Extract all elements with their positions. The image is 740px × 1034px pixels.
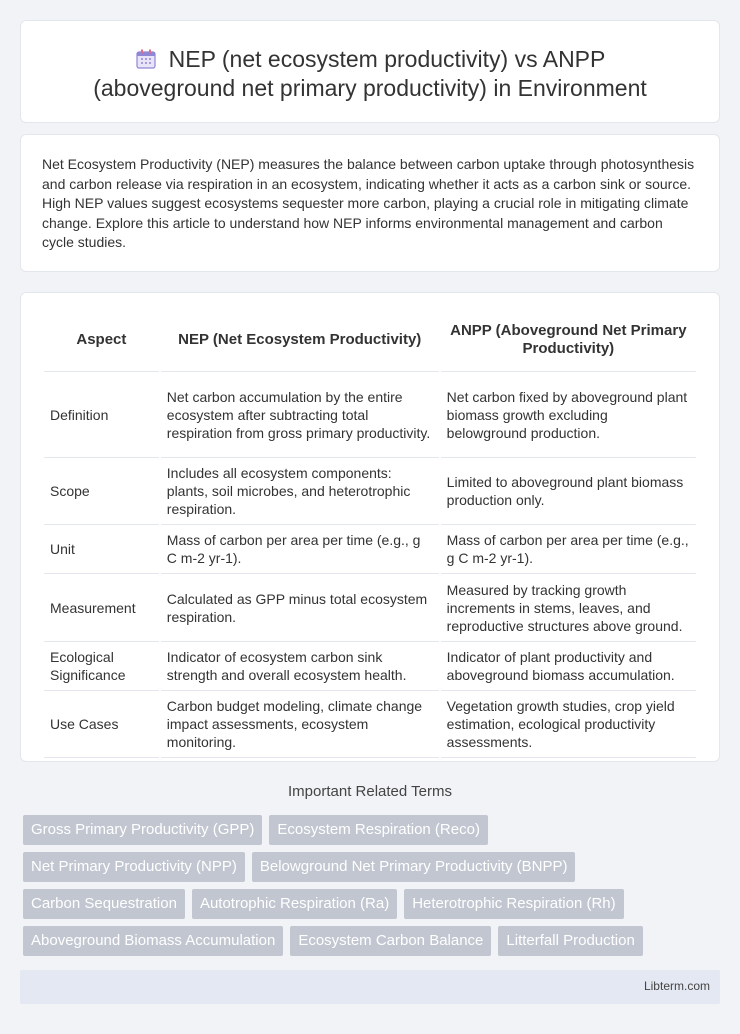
table-row — [44, 691, 696, 758]
row-aspect: Unit — [44, 525, 159, 574]
tag-row — [23, 815, 713, 845]
title-card — [20, 20, 720, 123]
row-anpp: Mass of carbon per area per time (e.g., g C m-2 yr-1). — [441, 525, 696, 574]
table-row — [44, 525, 696, 574]
intro-card — [20, 134, 720, 272]
calendar-icon — [135, 48, 157, 70]
comparison-table — [42, 308, 698, 758]
tag-link[interactable]: Belowground Net Primary Productivity (BNPP) — [252, 852, 576, 882]
row-nep: Calculated as GPP minus total ecosystem respiration. — [161, 574, 439, 642]
tag-link[interactable]: Heterotrophic Respiration (Rh) — [404, 889, 623, 919]
table-row — [44, 458, 696, 525]
intro-paragraph: Net Ecosystem Productivity (NEP) measures the balance between carbon uptake through photosynthesis and carbon release via respiration in an ecosystem, indicating whether it acts as a carbon sink or source. High NEP values suggest ecosystems sequester more carbon, playing a crucial role in mitigating climate change. Explore this article to understand how NEP informs environmental management and carbon cycle studies. — [42, 156, 695, 251]
tag-link[interactable]: Litterfall Production — [498, 926, 642, 956]
row-nep: Net carbon accumulation by the entire ecosystem after subtracting total respiration from gross primary productivity. — [161, 372, 439, 458]
row-aspect: Definition — [44, 372, 159, 458]
header-aspect: Aspect — [44, 308, 159, 372]
footer-site-link[interactable]: Libterm.com — [643, 979, 710, 993]
title-line-1: NEP (net ecosystem productivity) vs ANPP — [168, 46, 606, 72]
row-nep: Carbon budget modeling, climate change impact assessments, ecosystem monitoring. — [161, 691, 439, 758]
row-aspect: Ecological Significance — [44, 642, 159, 691]
row-anpp: Indicator of plant productivity and aboveground biomass accumulation. — [441, 642, 696, 691]
row-anpp: Measured by tracking growth increments in stems, leaves, and reproductive structures above ground. — [441, 574, 696, 642]
row-aspect: Use Cases — [44, 691, 159, 758]
tag-link[interactable]: Net Primary Productivity (NPP) — [23, 852, 245, 882]
tag-row — [23, 926, 713, 956]
title-line-2: (aboveground net primary productivity) in Environment — [93, 75, 647, 101]
row-anpp: Limited to aboveground plant biomass production only. — [441, 458, 696, 525]
row-anpp: Net carbon fixed by aboveground plant biomass growth excluding belowground production. — [441, 372, 696, 458]
row-nep: Indicator of ecosystem carbon sink strength and overall ecosystem health. — [161, 642, 439, 691]
tag-link[interactable]: Ecosystem Respiration (Reco) — [269, 815, 488, 845]
table-row — [44, 642, 696, 691]
row-nep: Includes all ecosystem components: plants, soil microbes, and heterotrophic respiration. — [161, 458, 439, 525]
tag-row — [23, 852, 713, 882]
row-anpp: Vegetation growth studies, crop yield estimation, ecological productivity assessments. — [441, 691, 696, 758]
tag-link[interactable]: Ecosystem Carbon Balance — [290, 926, 491, 956]
tag-row — [23, 889, 713, 919]
header-anpp: ANPP (Aboveground Net Primary Productivity) — [441, 308, 696, 372]
tag-link[interactable]: Carbon Sequestration — [23, 889, 185, 919]
row-aspect: Measurement — [44, 574, 159, 642]
related-terms-list — [23, 815, 713, 963]
header-nep: NEP (Net Ecosystem Productivity) — [161, 308, 439, 372]
page-title — [21, 45, 719, 103]
related-terms-title: Important Related Terms — [288, 783, 452, 800]
row-aspect: Scope — [44, 458, 159, 525]
comparison-card — [20, 292, 720, 762]
table-row — [44, 574, 696, 642]
table-header-row — [44, 308, 696, 372]
tag-link[interactable]: Gross Primary Productivity (GPP) — [23, 815, 262, 845]
tag-link[interactable]: Autotrophic Respiration (Ra) — [192, 889, 397, 919]
footer — [20, 970, 720, 1004]
tag-link[interactable]: Aboveground Biomass Accumulation — [23, 926, 283, 956]
table-row — [44, 372, 696, 458]
row-nep: Mass of carbon per area per time (e.g., g C m-2 yr-1). — [161, 525, 439, 574]
